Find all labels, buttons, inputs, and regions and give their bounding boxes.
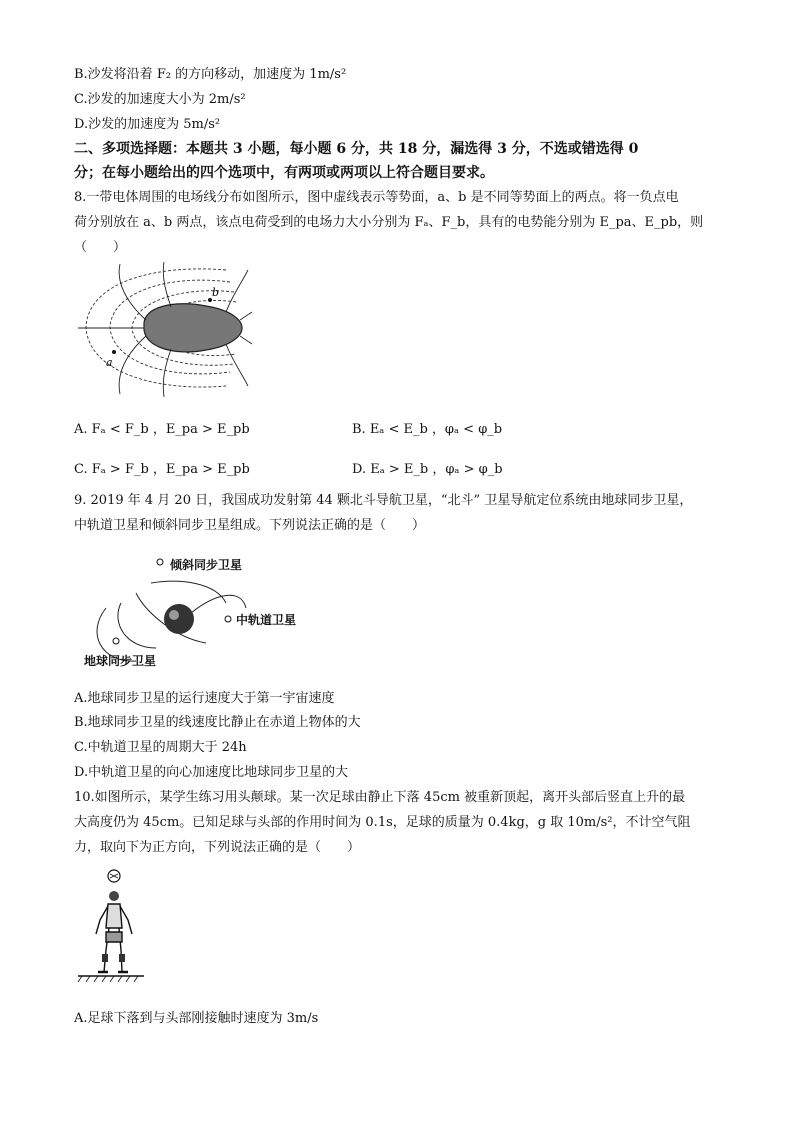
point-a [112, 350, 116, 354]
q10-option-a: A.足球下落到与头部刚接触时速度为 3m/s [74, 1011, 319, 1026]
electric-field-figure [76, 262, 252, 397]
q8-stem-line1: 8.一带电体周围的电场线分布如图所示，图中虚线表示等势面，a、b 是不同等势面上的两点。将一负点电 [74, 190, 679, 205]
q10-stem-line1: 10.如图所示，某学生练习用头颠球。某一次足球由静止下落 45cm 被重新顶起，离开头部后竖直上升的最 [74, 790, 686, 805]
q8-stem-line2: 荷分别放在 a、b 两点，该点电荷受到的电场力大小分别为 Fₐ、F_b，具有的电势能分别为 E_pa、E_pb，则 [74, 215, 704, 230]
q8-option-d: D. Eₐ > E_b ，φₐ > φ_b [352, 462, 503, 477]
point-b-label: b [212, 286, 220, 299]
inclined-satellite-label: 倾斜同步卫星 [170, 558, 243, 572]
heading-ball-figure [76, 866, 146, 990]
q9-stem-line2: 中轨道卫星和倾斜同步卫星组成。下列说法正确的是（ ） [74, 518, 426, 533]
point-a-label: a [106, 356, 113, 369]
student-head [109, 891, 119, 901]
q7-option-d: D.沙发的加速度为 5m/s² [74, 117, 221, 132]
geo-satellite-label: 地球同步卫星 [84, 654, 157, 668]
medium-orbit-satellite-icon [225, 616, 231, 622]
q9-option-d: D.中轨道卫星的向心加速度比地球同步卫星的大 [74, 765, 349, 780]
q7-option-b: B.沙发将沿着 F₂ 的方向移动，加速度为 1m/s² [74, 67, 347, 82]
q9-option-c: C.中轨道卫星的周期大于 24h [74, 740, 247, 755]
satellite-orbit-figure [76, 553, 306, 673]
q8-option-b: B. Eₐ < E_b ，φₐ < φ_b [352, 422, 503, 437]
section2-header-line1: 二、多项选择题：本题共 3 小题，每小题 6 分，共 18 分，漏选得 3 分，不选或错选得 0 [74, 141, 639, 157]
earth-icon [164, 604, 194, 634]
q10-stem-line2: 大高度仍为 45cm。已知足球与头部的作用时间为 0.1s，足球的质量为 0.4kg，g 取 10m/s²，不计空气阻 [74, 815, 691, 830]
q10-stem-line3: 力，取向下为正方向，下列说法正确的是（ ） [74, 840, 361, 855]
geo-satellite-icon [113, 638, 119, 644]
section2-header-line2: 分；在每小题给出的四个选项中，有两项或两项以上符合题目要求。 [74, 165, 494, 181]
charged-body [144, 304, 242, 352]
q8-option-c: C. Fₐ > F_b ，E_pa > E_pb [74, 462, 250, 477]
q8-stem-line3: （ ） [74, 240, 127, 255]
q8-option-a: A. Fₐ < F_b ，E_pa > E_pb [74, 422, 250, 437]
medium-orbit-satellite-label: 中轨道卫星 [236, 613, 297, 627]
q9-option-a: A.地球同步卫星的运行速度大于第一宇宙速度 [74, 691, 335, 706]
q9-stem-line1: 9. 2019 年 4 月 20 日，我国成功发射第 44 颗北斗导航卫星，“北斗” 卫星导航定位系统由地球同步卫星， [74, 493, 693, 508]
q9-option-b: B.地球同步卫星的线速度比静止在赤道上物体的大 [74, 715, 361, 730]
q7-option-c: C.沙发的加速度大小为 2m/s² [74, 92, 246, 107]
inclined-satellite-icon [157, 559, 163, 565]
